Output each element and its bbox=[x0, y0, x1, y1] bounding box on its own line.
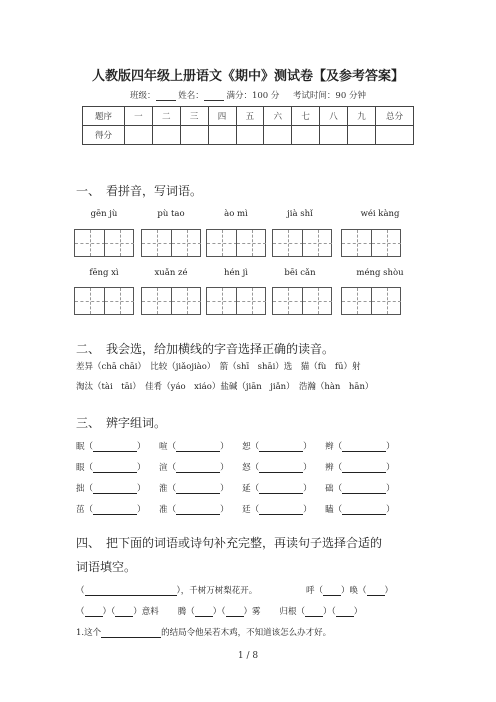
char: 辨 bbox=[325, 463, 334, 473]
score-cell[interactable] bbox=[208, 126, 236, 145]
exam-info bbox=[0, 89, 496, 101]
score-cell[interactable] bbox=[376, 126, 414, 145]
writing-grid[interactable] bbox=[272, 287, 332, 315]
answer-blank[interactable] bbox=[176, 463, 220, 473]
answer-blank[interactable] bbox=[101, 628, 161, 638]
name-label: 姓名： bbox=[178, 91, 204, 101]
writing-grid[interactable] bbox=[272, 229, 332, 257]
answer-blank[interactable] bbox=[176, 484, 220, 494]
score-header-cell: 一 bbox=[125, 107, 153, 126]
word-group-row: 眠（ ） 喧（ ） 恕（ ） 辫（ ） bbox=[76, 442, 395, 452]
score-cell[interactable] bbox=[292, 126, 320, 145]
fill-text: ）（ bbox=[212, 607, 226, 617]
score-table bbox=[82, 106, 414, 145]
name-blank bbox=[204, 91, 224, 101]
answer-blank[interactable] bbox=[259, 442, 303, 452]
score-header-cell: 总分 bbox=[376, 107, 414, 126]
writing-grid[interactable] bbox=[141, 229, 201, 257]
fill-text: 腾（ bbox=[177, 607, 195, 617]
writing-grid[interactable] bbox=[74, 229, 134, 257]
fill-text: ）（ bbox=[322, 607, 336, 617]
fill-line: 呼（ ）唤（ ） bbox=[306, 586, 394, 596]
fill-text: ）雾 bbox=[243, 607, 261, 617]
score-header-cell: 七 bbox=[292, 107, 320, 126]
section4-heading-line2: 词语填空。 bbox=[76, 560, 137, 574]
answer-blank[interactable] bbox=[176, 442, 220, 452]
answer-blank[interactable] bbox=[195, 607, 213, 617]
writing-grid[interactable] bbox=[206, 287, 266, 315]
char: 延 bbox=[242, 484, 251, 494]
char: 眼 bbox=[76, 463, 85, 473]
char: 础 bbox=[325, 484, 334, 494]
answer-blank[interactable] bbox=[342, 442, 386, 452]
char: 眠 bbox=[76, 442, 85, 452]
answer-blank[interactable] bbox=[342, 484, 386, 494]
section2-heading: 二、 我会选，给加横线的字音选择正确的读音。 bbox=[76, 342, 335, 356]
score-cell[interactable] bbox=[236, 126, 264, 145]
score-cell[interactable] bbox=[180, 126, 208, 145]
writing-grid[interactable] bbox=[206, 229, 266, 257]
answer-blank[interactable] bbox=[342, 505, 386, 515]
score-header-cell: 四 bbox=[208, 107, 236, 126]
answer-blank[interactable] bbox=[226, 607, 244, 617]
answer-blank[interactable] bbox=[176, 505, 220, 515]
pronunciation-line: 差异（chā chāi） 比较（jiǎojiào） 箭（shī shāi）选 猫（fù fū）射 bbox=[76, 362, 361, 372]
answer-blank[interactable] bbox=[93, 484, 137, 494]
score-value-row bbox=[83, 126, 414, 145]
answer-blank[interactable] bbox=[93, 442, 137, 452]
score-label: 满分：100 分 bbox=[226, 91, 280, 101]
answer-blank[interactable] bbox=[259, 463, 303, 473]
section3-heading: 三、 辨字组词。 bbox=[76, 416, 167, 430]
pinyin-label: jià shǐ bbox=[287, 209, 313, 219]
answer-blank[interactable] bbox=[336, 607, 354, 617]
answer-blank[interactable] bbox=[305, 607, 323, 617]
answer-blank[interactable] bbox=[115, 607, 133, 617]
class-label: 班级： bbox=[130, 91, 156, 101]
class-blank bbox=[156, 91, 176, 101]
score-header-cell: 二 bbox=[152, 107, 180, 126]
answer-blank[interactable] bbox=[85, 607, 103, 617]
char: 渲 bbox=[159, 463, 168, 473]
section1-heading: 一、 看拼音，写词语。 bbox=[76, 184, 203, 198]
pinyin-label: ào mì bbox=[224, 209, 248, 219]
fill-text: 1.这个 bbox=[76, 628, 102, 638]
pinyin-label: xuǎn zé bbox=[154, 268, 188, 278]
score-cell[interactable] bbox=[152, 126, 180, 145]
answer-blank[interactable] bbox=[323, 586, 341, 596]
score-row-label: 得分 bbox=[83, 126, 125, 145]
answer-blank[interactable] bbox=[342, 463, 386, 473]
score-header-cell: 八 bbox=[320, 107, 348, 126]
page-title: 人教版四年级上册语文《期中》测试卷【及参考答案】 bbox=[91, 69, 404, 84]
answer-blank[interactable] bbox=[93, 505, 137, 515]
word-group-row: 眼（ ） 渲（ ） 怒（ ） 辨（ ） bbox=[76, 463, 395, 473]
char: 辫 bbox=[325, 442, 334, 452]
pinyin-label: wéi kàng bbox=[360, 209, 400, 219]
score-cell[interactable] bbox=[348, 126, 376, 145]
fill-line: （ ），千树万树梨花开。 bbox=[76, 586, 258, 596]
score-cell[interactable] bbox=[125, 126, 153, 145]
fill-text: 的结局令他呆若木鸡，不知道该怎么办才好。 bbox=[161, 628, 332, 638]
score-header-cell: 五 bbox=[236, 107, 264, 126]
page-number: 1 / 8 bbox=[237, 651, 259, 661]
fill-line bbox=[76, 626, 331, 638]
time-label: 考试时间：90 分钟 bbox=[292, 91, 366, 101]
fill-text: 归根（ bbox=[279, 607, 305, 617]
answer-blank[interactable] bbox=[259, 484, 303, 494]
pinyin-label: pù tao bbox=[157, 209, 185, 219]
pinyin-label: gēn jù bbox=[90, 209, 118, 219]
score-header-cell: 三 bbox=[180, 107, 208, 126]
score-cell[interactable] bbox=[320, 126, 348, 145]
fill-text: ）唤（ bbox=[341, 586, 367, 596]
word-group-row: 茁（ ） 准（ ） 廷（ ） 瞌（ ） bbox=[76, 505, 395, 515]
score-header-row bbox=[83, 107, 414, 126]
answer-blank[interactable] bbox=[367, 586, 385, 596]
pinyin-label: fēng xì bbox=[89, 268, 119, 278]
char: 喧 bbox=[159, 442, 168, 452]
answer-blank[interactable] bbox=[85, 586, 177, 596]
fill-line: （ ）（ ）意料 腾（ ）（ ）雾 归根（ ）（ ） bbox=[76, 607, 363, 617]
pinyin-label: hén jì bbox=[223, 268, 249, 278]
writing-grid[interactable] bbox=[341, 229, 401, 257]
score-header-cell: 九 bbox=[348, 107, 376, 126]
char: 拙 bbox=[76, 484, 85, 494]
poem-text: ，千树万树梨花开。 bbox=[180, 586, 258, 596]
char: 茁 bbox=[76, 505, 85, 515]
score-header-cell: 六 bbox=[264, 107, 292, 126]
pinyin-label: méng shòu bbox=[356, 268, 404, 278]
writing-grid[interactable] bbox=[341, 287, 401, 315]
char: 怒 bbox=[242, 463, 251, 473]
writing-grid[interactable] bbox=[141, 287, 201, 315]
fill-text: 意料 bbox=[141, 607, 159, 617]
section4-heading-line1: 四、 把下面的词语或诗句补充完整，再读句子选择合适的 bbox=[76, 536, 383, 550]
char: 恕 bbox=[242, 442, 251, 452]
pinyin-label: bēi cǎn bbox=[284, 268, 316, 278]
score-cell[interactable] bbox=[264, 126, 292, 145]
char: 淮 bbox=[159, 484, 168, 494]
char: 瞌 bbox=[325, 505, 334, 515]
word-group-row: 拙（ ） 淮（ ） 延（ ） 础（ ） bbox=[76, 484, 395, 494]
answer-blank[interactable] bbox=[93, 463, 137, 473]
writing-grid[interactable] bbox=[74, 287, 134, 315]
fill-text: 呼（ bbox=[306, 586, 324, 596]
char: 准 bbox=[159, 505, 168, 515]
answer-blank[interactable] bbox=[259, 505, 303, 515]
char: 廷 bbox=[242, 505, 251, 515]
pronunciation-line: 淘汰（tài tāi） 佳肴（yáo xiáo）盐碱（jiān jiǎn） 浩瀚（hàn hān） bbox=[76, 382, 374, 392]
score-header-cell: 题序 bbox=[83, 107, 125, 126]
